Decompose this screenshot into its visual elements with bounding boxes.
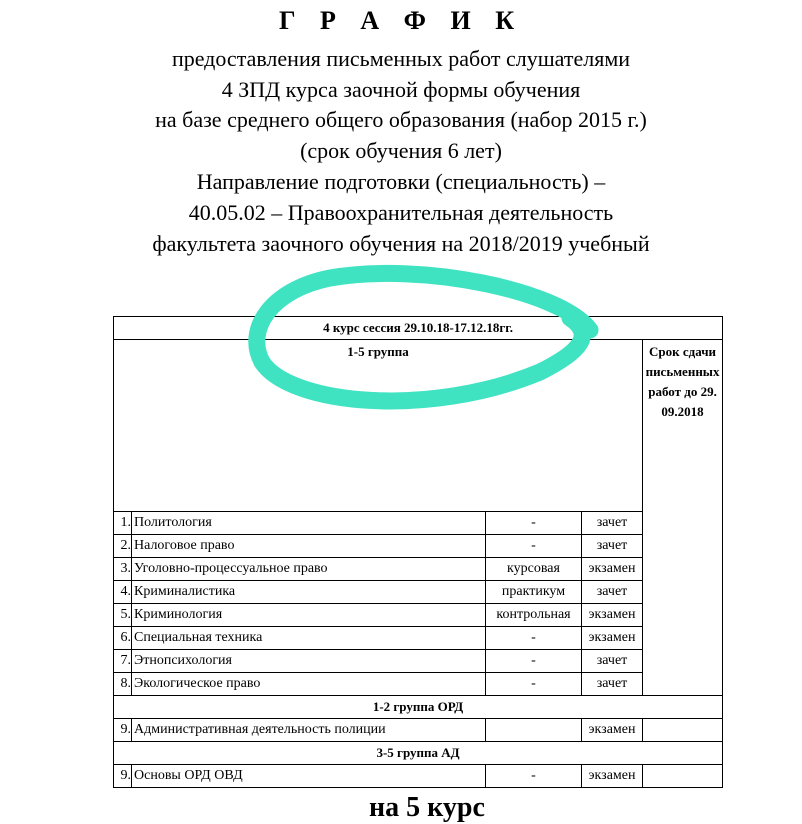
subtitle-line-4: (срок обучения 6 лет) [300,138,502,163]
subtitle-line-3: на базе среднего общего образования (набор 2015 г.) [155,107,647,132]
control-cell: зачет [582,650,643,673]
row-number: 4. [114,581,132,604]
work-type-cell: - [486,535,582,558]
work-type-cell: - [486,650,582,673]
work-type-cell: - [486,765,582,788]
row-number: 1. [114,512,132,535]
group2-header: 1-2 группа ОРД [114,696,723,719]
subject-cell: Этнопсихология [132,650,486,673]
row-number: 5. [114,604,132,627]
row-number: 6. [114,627,132,650]
work-type-cell: - [486,512,582,535]
group-header: 1-5 группа [114,340,643,512]
subject-cell: Основы ОРД ОВД [132,765,486,788]
row-number: 9. [114,719,132,742]
subject-cell: Криминалистика [132,581,486,604]
subtitle-line-1: предоставления письменных работ слушателями [171,46,631,71]
work-type-cell: курсовая [486,558,582,581]
subject-cell: Криминология [132,604,486,627]
subject-cell: Специальная техника [132,627,486,650]
work-type-cell: контрольная [486,604,582,627]
subtitle-line-2: 4 ЗПД курса заочной формы обучения [221,77,581,102]
subject-cell: Административная деятельность полиции [132,719,486,742]
session-header: 4 курс сессия 29.10.18-17.12.18гг. [114,317,723,340]
subtitle-line-6: 40.05.02 – Правоохранительная деятельность [188,200,614,225]
subject-cell: Уголовно-процессуальное право [132,558,486,581]
work-type-cell: практикум [486,581,582,604]
row-number: 2. [114,535,132,558]
control-cell: экзамен [582,719,643,742]
control-cell: экзамен [582,558,643,581]
row-number: 7. [114,650,132,673]
subject-cell: Налоговое право [132,535,486,558]
subtitle-line-7: факультета заочного обучения на 2018/2019 учебный [152,231,650,256]
row-number: 3. [114,558,132,581]
control-cell: зачет [582,535,643,558]
control-cell: зачет [582,673,643,696]
group3-header: 3-5 группа АД [114,742,723,765]
deadline-header: Срок сдачи письменных работ до 29.09.2018 [643,340,723,696]
control-cell: зачет [582,581,643,604]
subtitle-line-5: Направление подготовки (специальность) – [196,169,606,194]
row-number: 9. [114,765,132,788]
subject-cell: Политология [132,512,486,535]
row-number: 8. [114,673,132,696]
control-cell: экзамен [582,765,643,788]
subject-cell: Экологическое право [132,673,486,696]
page-title: Г Р А Ф И К [278,6,524,35]
work-type-cell: - [486,673,582,696]
next-course-header: на 5 курс [369,792,485,823]
control-cell: зачет [582,512,643,535]
control-cell: экзамен [582,604,643,627]
control-cell: экзамен [582,627,643,650]
work-type-cell: - [486,627,582,650]
